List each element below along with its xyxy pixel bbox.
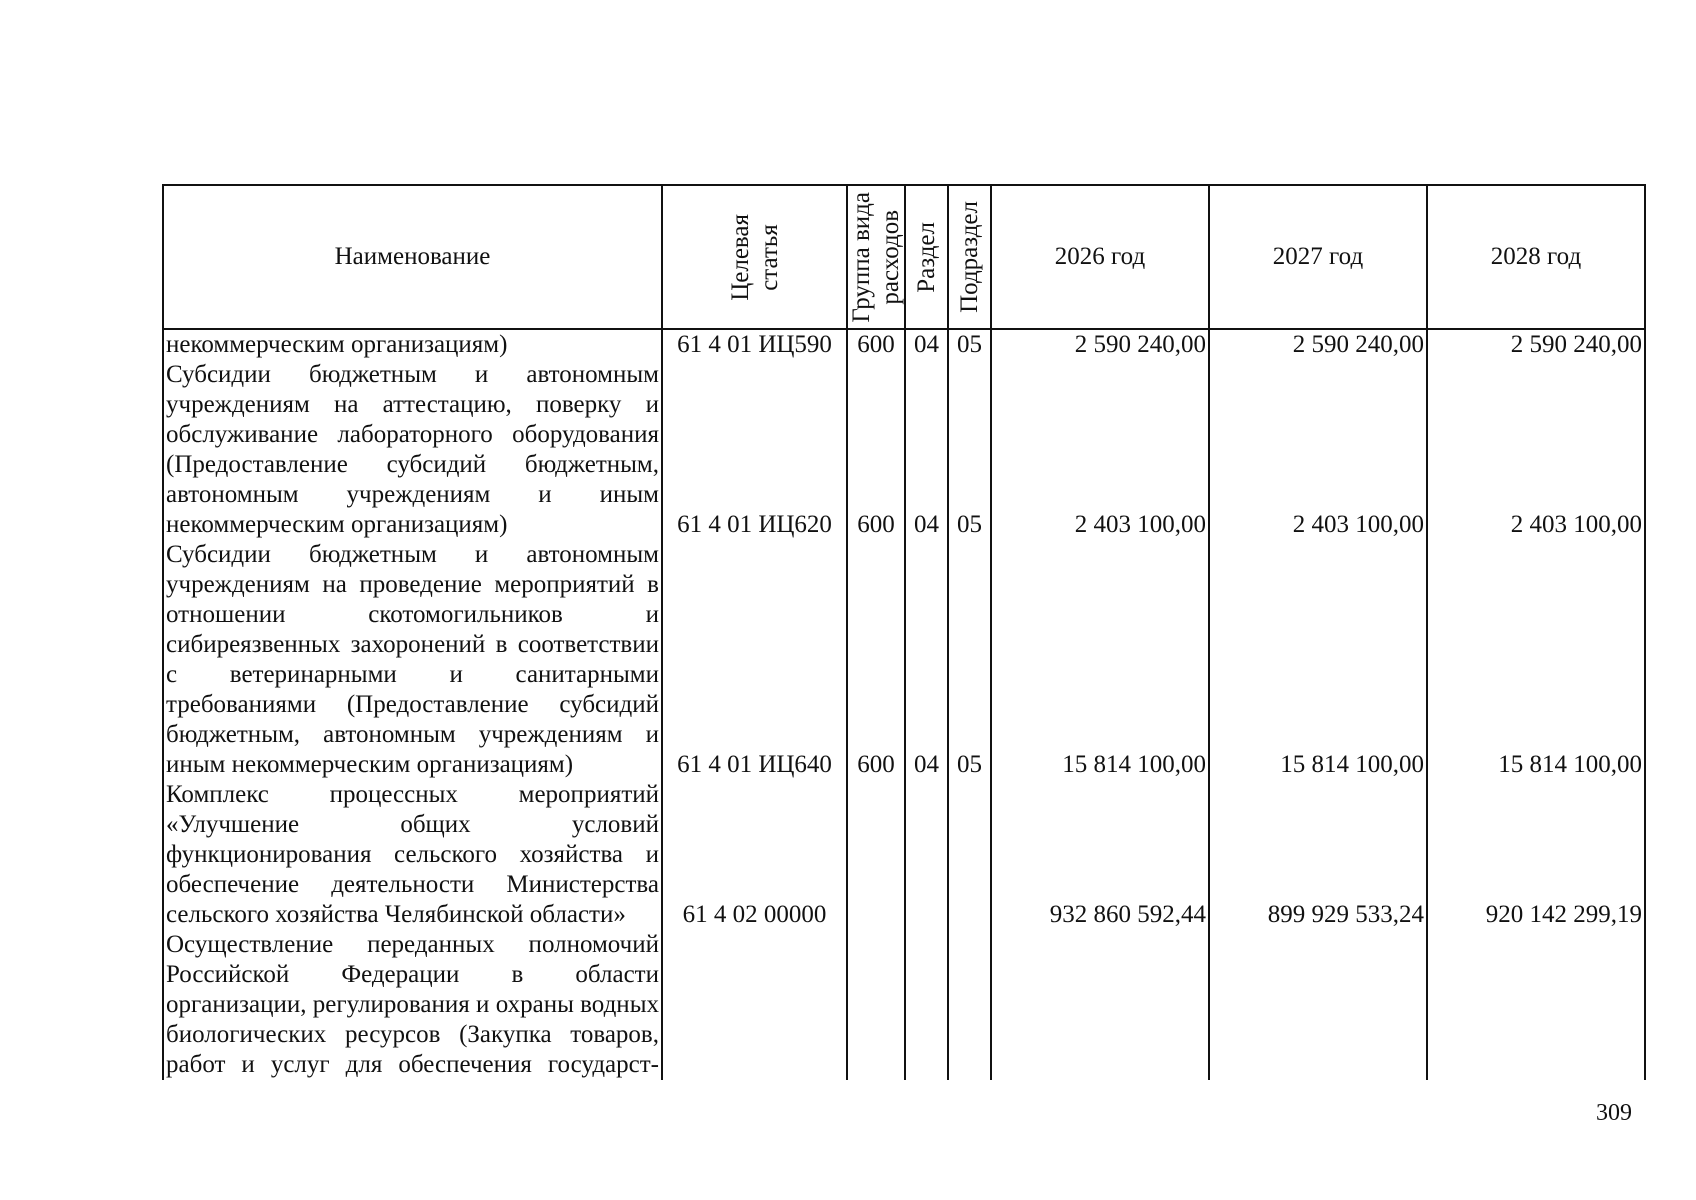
row-amount-2026 [991, 930, 1209, 1080]
row-name: некоммерческим организациям) [163, 329, 662, 360]
row-expense-group: 600 [847, 329, 905, 360]
row-name: Осуществление переданных полномочий Российской Федерации в области организации, регулирования и охраны водных биологических ресурсов (Закупка товаров, работ и услуг для обеспечения государст- [163, 930, 662, 1080]
row-target-article: 61 4 01 ИЦ590 [662, 329, 847, 360]
row-expense-group: 600 [847, 360, 905, 540]
header-group-line2: расходов [877, 209, 904, 305]
row-subsection: 05 [948, 540, 991, 780]
row-target-article: 61 4 01 ИЦ620 [662, 360, 847, 540]
header-year-2027 [1209, 185, 1427, 329]
row-amount-2028: 2 403 100,00 [1427, 360, 1645, 540]
row-section: 04 [905, 329, 948, 360]
row-expense-group [847, 930, 905, 1080]
header-year3-label: 2028 год [1490, 243, 1582, 270]
row-amount-2028 [1427, 930, 1645, 1080]
header-name-label: Наименование [334, 243, 491, 270]
row-expense-group: 600 [847, 540, 905, 780]
row-amount-2027: 2 590 240,00 [1209, 329, 1427, 360]
row-target-article [662, 930, 847, 1080]
row-subsection: 05 [948, 329, 991, 360]
page-number: 309 [1596, 1100, 1632, 1126]
row-subsection [948, 780, 991, 930]
table-row [163, 329, 1645, 360]
row-amount-2026: 2 403 100,00 [991, 360, 1209, 540]
header-subsection-label: Подраздел [956, 201, 983, 313]
header-year2-label: 2027 год [1272, 243, 1364, 270]
header-section [905, 185, 948, 329]
table-row [163, 930, 1645, 1080]
row-section: 04 [905, 360, 948, 540]
header-section-label: Раздел [913, 221, 940, 293]
header-target-line1: Целевая [726, 213, 754, 301]
row-amount-2027: 15 814 100,00 [1209, 540, 1427, 780]
table-row [163, 540, 1645, 780]
row-amount-2026: 932 860 592,44 [991, 780, 1209, 930]
header-target-article [662, 185, 847, 329]
row-amount-2028: 15 814 100,00 [1427, 540, 1645, 780]
row-name: Субсидии бюджетным и автономным учреждениям на проведение мероприятий в отношении скотомогильников и сибиреязвенных захоронений в соответствии с ветеринарными и санитарными требованиями (Предоставление субсидий бюджетным, автономным учреждениям и иным некоммерческим организациям) [163, 540, 662, 780]
row-section [905, 780, 948, 930]
table-row [163, 360, 1645, 540]
header-year-2026 [991, 185, 1209, 329]
row-section: 04 [905, 540, 948, 780]
row-amount-2026: 15 814 100,00 [991, 540, 1209, 780]
row-expense-group [847, 780, 905, 930]
row-target-article: 61 4 02 00000 [662, 780, 847, 930]
header-target-line2: статья [755, 223, 783, 291]
row-amount-2026: 2 590 240,00 [991, 329, 1209, 360]
row-subsection [948, 930, 991, 1080]
row-subsection: 05 [948, 360, 991, 540]
row-amount-2027: 2 403 100,00 [1209, 360, 1427, 540]
budget-table [162, 184, 1646, 1080]
header-expense-group [847, 185, 905, 329]
header-year1-label: 2026 год [1054, 243, 1146, 270]
table-row [163, 780, 1645, 930]
header-row [163, 185, 1645, 329]
row-amount-2028: 920 142 299,19 [1427, 780, 1645, 930]
row-amount-2027: 899 929 533,24 [1209, 780, 1427, 930]
header-group-line1: Группа вида [848, 191, 875, 323]
row-name: Комплекс процессных мероприятий «Улучшение общих условий функционирования сельского хозяйства и обеспечение деятельности Министерства сельского хозяйства Челябинской области» [163, 780, 662, 930]
header-subsection [948, 185, 991, 329]
header-name [163, 185, 662, 329]
header-year-2028 [1427, 185, 1645, 329]
row-target-article: 61 4 01 ИЦ640 [662, 540, 847, 780]
row-section [905, 930, 948, 1080]
row-amount-2027 [1209, 930, 1427, 1080]
row-name: Субсидии бюджетным и автономным учреждениям на аттестацию, поверку и обслуживание лабораторного оборудования (Предоставление субсидий бюджетным, автономным учреждениям и иным некоммерческим организациям) [163, 360, 662, 540]
row-amount-2028: 2 590 240,00 [1427, 329, 1645, 360]
